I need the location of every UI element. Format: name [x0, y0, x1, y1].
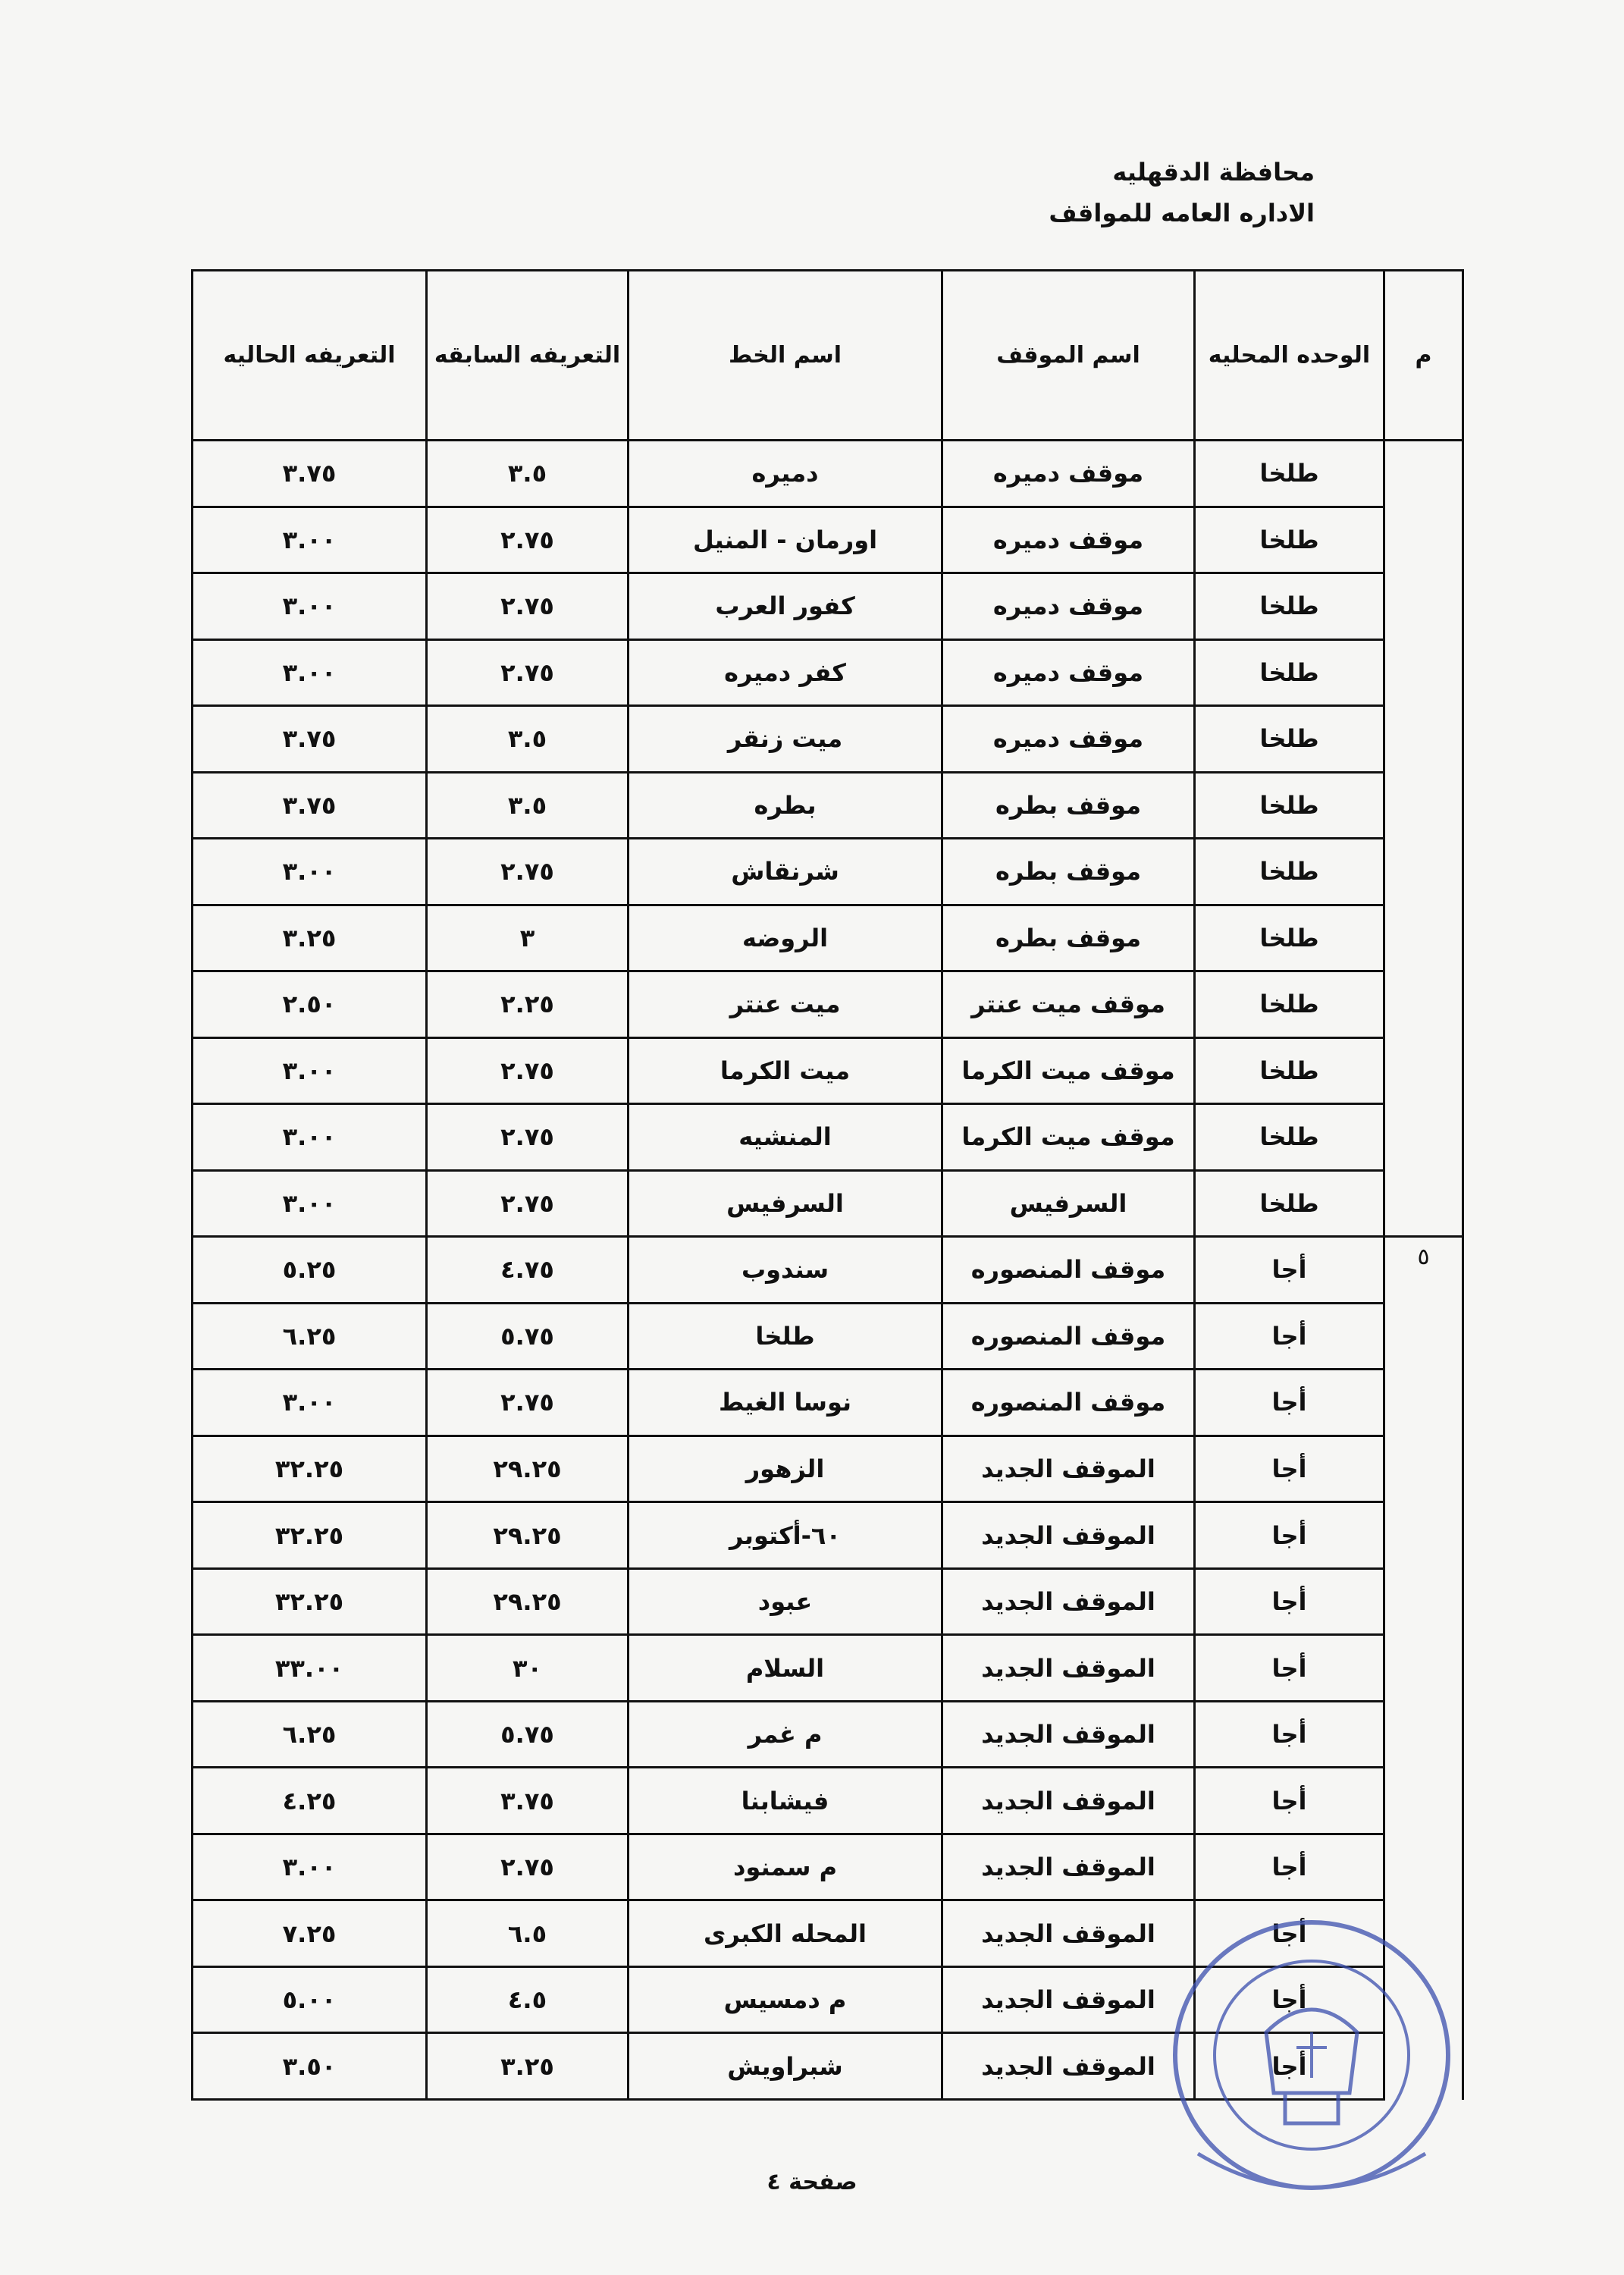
previous-fare-cell: ٣.٥ — [427, 441, 629, 507]
line-cell: ٦٠-أكتوبر — [629, 1502, 942, 1569]
line-cell: كفر دميره — [629, 639, 942, 706]
current-fare-cell: ٣.٠٠ — [193, 1037, 427, 1104]
local-unit-cell: أجا — [1195, 1436, 1384, 1502]
previous-fare-cell: ٢.٧٥ — [427, 1037, 629, 1104]
table-row — [193, 706, 1463, 773]
station-cell: الموقف الجديد — [942, 1436, 1195, 1502]
local-unit-cell: طلخا — [1195, 1170, 1384, 1237]
current-fare-cell: ٧.٢٥ — [193, 1900, 427, 1967]
department-title: الاداره العامه للمواقف — [1049, 199, 1315, 228]
previous-fare-cell: ٣.٥ — [427, 706, 629, 773]
row-number-cell — [1384, 441, 1463, 1237]
previous-fare-cell: ٢.٧٥ — [427, 1104, 629, 1171]
local-unit-cell: أجا — [1195, 1834, 1384, 1900]
local-unit-cell: أجا — [1195, 1768, 1384, 1834]
line-cell: بطره — [629, 772, 942, 839]
current-fare-cell: ٤.٢٥ — [193, 1768, 427, 1834]
line-cell: السلام — [629, 1635, 942, 1702]
station-cell: موقف المنصوره — [942, 1370, 1195, 1436]
previous-fare-cell: ٢.٧٥ — [427, 1370, 629, 1436]
previous-fare-cell: ٢.٧٥ — [427, 639, 629, 706]
table-row — [193, 1635, 1463, 1702]
line-cell: شرنقاش — [629, 839, 942, 905]
tariff-table — [191, 269, 1464, 2101]
table-header-row — [193, 271, 1463, 441]
station-cell: الموقف الجديد — [942, 2033, 1195, 2100]
line-cell: م غمر — [629, 1701, 942, 1768]
local-unit-cell: طلخا — [1195, 639, 1384, 706]
current-fare-cell: ٦.٢٥ — [193, 1303, 427, 1370]
local-unit-cell: طلخا — [1195, 1104, 1384, 1171]
station-cell: الموقف الجديد — [942, 1701, 1195, 1768]
current-fare-cell: ٣٣.٠٠ — [193, 1635, 427, 1702]
line-cell: المحله الكبرى — [629, 1900, 942, 1967]
local-unit-cell: أجا — [1195, 1635, 1384, 1702]
governorate-title: محافظة الدقهليه — [1112, 158, 1315, 187]
line-cell: المنشيه — [629, 1104, 942, 1171]
local-unit-cell: طلخا — [1195, 507, 1384, 573]
station-cell: موقف دميره — [942, 441, 1195, 507]
line-cell: ميت الكرما — [629, 1037, 942, 1104]
table-row — [193, 971, 1463, 1038]
table-row — [193, 1701, 1463, 1768]
column-header-previous-fare: التعريفه السابقه — [427, 271, 629, 441]
station-cell: موقف دميره — [942, 706, 1195, 773]
station-cell: موقف دميره — [942, 639, 1195, 706]
previous-fare-cell: ٤.٧٥ — [427, 1237, 629, 1304]
local-unit-cell: أجا — [1195, 1900, 1384, 1967]
previous-fare-cell: ٢٩.٢٥ — [427, 1436, 629, 1502]
table-row — [193, 1568, 1463, 1635]
table-row — [193, 772, 1463, 839]
line-cell: فيشابنا — [629, 1768, 942, 1834]
table-row — [193, 839, 1463, 905]
previous-fare-cell: ٢٩.٢٥ — [427, 1502, 629, 1569]
current-fare-cell: ٣.٠٠ — [193, 507, 427, 573]
line-cell: سندوب — [629, 1237, 942, 1304]
table-row — [193, 1834, 1463, 1900]
table-row — [193, 1170, 1463, 1237]
local-unit-cell: طلخا — [1195, 1037, 1384, 1104]
previous-fare-cell: ٢.٧٥ — [427, 839, 629, 905]
local-unit-cell: أجا — [1195, 1303, 1384, 1370]
local-unit-cell: طلخا — [1195, 905, 1384, 971]
previous-fare-cell: ٢.٧٥ — [427, 573, 629, 640]
line-cell: شبراويش — [629, 2033, 942, 2100]
line-cell: م سمنود — [629, 1834, 942, 1900]
previous-fare-cell: ٦.٥ — [427, 1900, 629, 1967]
table-body — [193, 441, 1463, 2100]
station-cell: الموقف الجديد — [942, 1768, 1195, 1834]
station-cell: موقف بطره — [942, 839, 1195, 905]
local-unit-cell: طلخا — [1195, 573, 1384, 640]
row-number-cell: ٥ — [1384, 1237, 1463, 2100]
line-cell: دميره — [629, 441, 942, 507]
table-row — [193, 639, 1463, 706]
previous-fare-cell: ٢٩.٢٥ — [427, 1568, 629, 1635]
station-cell: الموقف الجديد — [942, 1834, 1195, 1900]
table-row — [193, 1104, 1463, 1171]
previous-fare-cell: ٣.٧٥ — [427, 1768, 629, 1834]
station-cell: موقف دميره — [942, 507, 1195, 573]
previous-fare-cell: ٣.٥ — [427, 772, 629, 839]
table-row — [193, 1237, 1463, 1304]
line-cell: طلخا — [629, 1303, 942, 1370]
line-cell: السرفيس — [629, 1170, 942, 1237]
tariff-table-container — [191, 269, 1462, 2101]
local-unit-cell: طلخا — [1195, 839, 1384, 905]
table-row — [193, 1436, 1463, 1502]
current-fare-cell: ٣.٠٠ — [193, 1370, 427, 1436]
page-number: صفحة ٤ — [767, 2169, 857, 2195]
local-unit-cell: أجا — [1195, 1237, 1384, 1304]
current-fare-cell: ٣٢.٢٥ — [193, 1568, 427, 1635]
line-cell: ميت زنقر — [629, 706, 942, 773]
station-cell: الموقف الجديد — [942, 1900, 1195, 1967]
station-cell: موقف المنصوره — [942, 1303, 1195, 1370]
table-row — [193, 1768, 1463, 1834]
local-unit-cell: أجا — [1195, 1502, 1384, 1569]
current-fare-cell: ٣.٧٥ — [193, 441, 427, 507]
previous-fare-cell: ٣.٢٥ — [427, 2033, 629, 2100]
current-fare-cell: ٣.٠٠ — [193, 1834, 427, 1900]
station-cell: موقف ميت الكرما — [942, 1104, 1195, 1171]
table-row — [193, 1303, 1463, 1370]
previous-fare-cell: ٢.٧٥ — [427, 507, 629, 573]
official-seal-stamp — [1152, 1903, 1471, 2207]
table-row — [193, 1370, 1463, 1436]
station-cell: موقف المنصوره — [942, 1237, 1195, 1304]
current-fare-cell: ٣.٧٥ — [193, 772, 427, 839]
current-fare-cell: ٦.٢٥ — [193, 1701, 427, 1768]
column-header-current-fare: التعريفه الحاليه — [193, 271, 427, 441]
previous-fare-cell: ٢.٧٥ — [427, 1170, 629, 1237]
previous-fare-cell: ٢.٧٥ — [427, 1834, 629, 1900]
line-cell: الزهور — [629, 1436, 942, 1502]
local-unit-cell: أجا — [1195, 1966, 1384, 2033]
station-cell: الموقف الجديد — [942, 1635, 1195, 1702]
station-cell: موقف بطره — [942, 905, 1195, 971]
local-unit-cell: طلخا — [1195, 971, 1384, 1038]
station-cell: موقف ميت الكرما — [942, 1037, 1195, 1104]
station-cell: موقف ميت عنتر — [942, 971, 1195, 1038]
local-unit-cell: أجا — [1195, 1568, 1384, 1635]
station-cell: الموقف الجديد — [942, 1502, 1195, 1569]
current-fare-cell: ٣.٠٠ — [193, 639, 427, 706]
table-row — [193, 1037, 1463, 1104]
current-fare-cell: ٣.٥٠ — [193, 2033, 427, 2100]
local-unit-cell: أجا — [1195, 1370, 1384, 1436]
previous-fare-cell: ٥.٧٥ — [427, 1701, 629, 1768]
local-unit-cell: أجا — [1195, 1701, 1384, 1768]
current-fare-cell: ٣.٧٥ — [193, 706, 427, 773]
previous-fare-cell: ٥.٧٥ — [427, 1303, 629, 1370]
column-header-station: اسم الموقف — [942, 271, 1195, 441]
current-fare-cell: ٣.٢٥ — [193, 905, 427, 971]
current-fare-cell: ٣.٠٠ — [193, 839, 427, 905]
previous-fare-cell: ٤.٥ — [427, 1966, 629, 2033]
line-cell: ميت عنتر — [629, 971, 942, 1038]
column-header-line: اسم الخط — [629, 271, 942, 441]
table-row — [193, 441, 1463, 507]
line-cell: كفور العرب — [629, 573, 942, 640]
line-cell: نوسا الغيط — [629, 1370, 942, 1436]
station-cell: موقف بطره — [942, 772, 1195, 839]
line-cell: الروضه — [629, 905, 942, 971]
current-fare-cell: ٥.٠٠ — [193, 1966, 427, 2033]
current-fare-cell: ٣٢.٢٥ — [193, 1502, 427, 1569]
previous-fare-cell: ٢.٢٥ — [427, 971, 629, 1038]
station-cell: موقف دميره — [942, 573, 1195, 640]
column-header-local-unit: الوحده المحليه — [1195, 271, 1384, 441]
current-fare-cell: ٣.٠٠ — [193, 1170, 427, 1237]
table-row — [193, 573, 1463, 640]
station-cell: الموقف الجديد — [942, 1966, 1195, 2033]
station-cell: الموقف الجديد — [942, 1568, 1195, 1635]
column-header-number: م — [1384, 271, 1463, 441]
current-fare-cell: ٥.٢٥ — [193, 1237, 427, 1304]
table-row — [193, 905, 1463, 971]
current-fare-cell: ٣.٠٠ — [193, 1104, 427, 1171]
line-cell: اورمان - المنيل — [629, 507, 942, 573]
line-cell: م دمسيس — [629, 1966, 942, 2033]
local-unit-cell: طلخا — [1195, 772, 1384, 839]
table-row — [193, 507, 1463, 573]
local-unit-cell: طلخا — [1195, 706, 1384, 773]
current-fare-cell: ٢.٥٠ — [193, 971, 427, 1038]
previous-fare-cell: ٣٠ — [427, 1635, 629, 1702]
station-cell: السرفيس — [942, 1170, 1195, 1237]
local-unit-cell: أجا — [1195, 2033, 1384, 2100]
document-header — [1049, 152, 1315, 234]
current-fare-cell: ٣.٠٠ — [193, 573, 427, 640]
previous-fare-cell: ٣ — [427, 905, 629, 971]
table-row — [193, 1502, 1463, 1569]
current-fare-cell: ٣٢.٢٥ — [193, 1436, 427, 1502]
local-unit-cell: طلخا — [1195, 441, 1384, 507]
line-cell: عبود — [629, 1568, 942, 1635]
